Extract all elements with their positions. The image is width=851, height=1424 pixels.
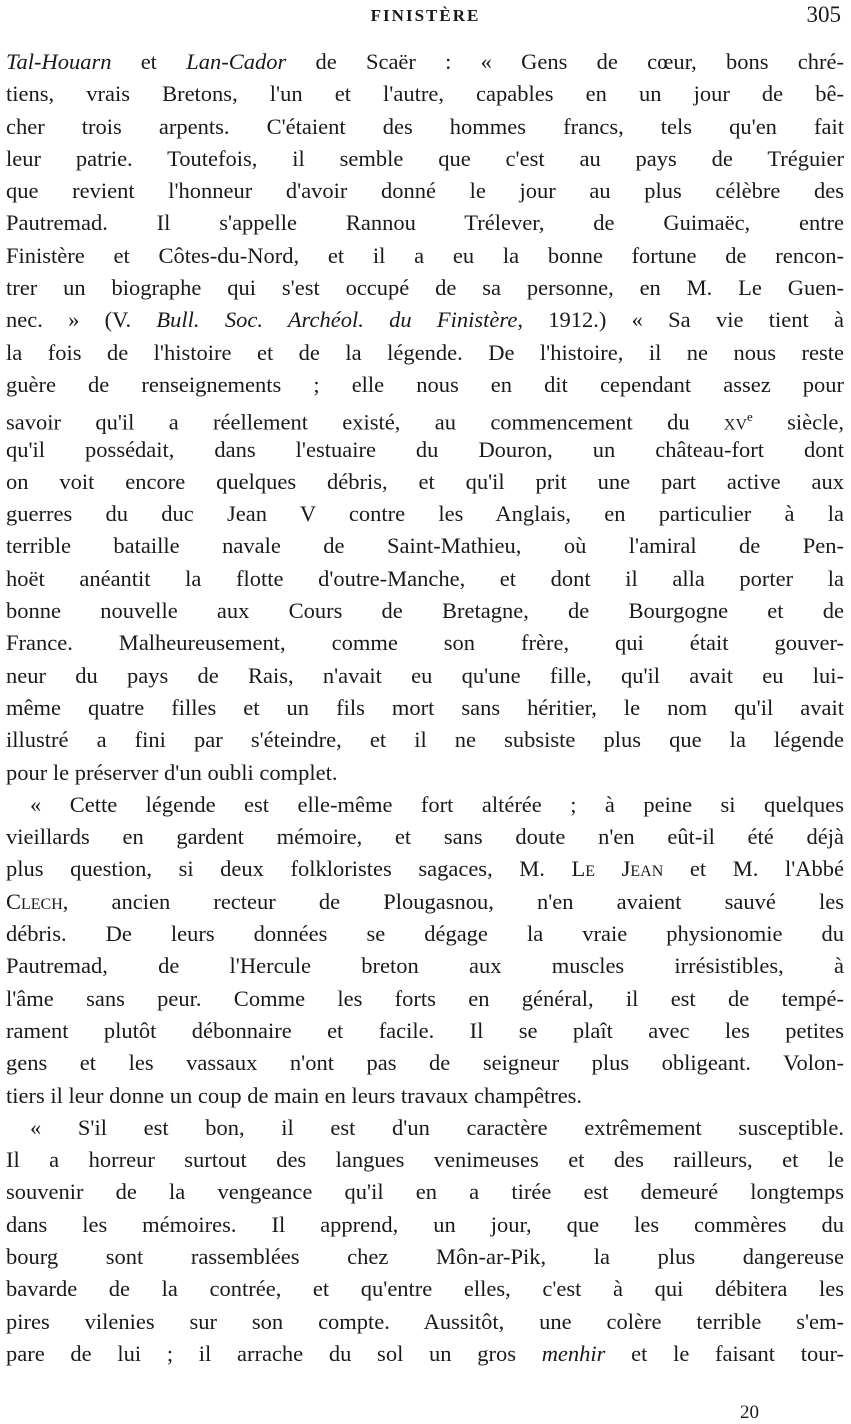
text-line: la fois de l'histoire et de la légende. De l'histoire, il ne nous reste <box>6 339 844 365</box>
text-line: bavarde de la contrée, et qu'entre elles, c'est à qui débitera les <box>6 1276 844 1302</box>
text-line: pare de lui ; il arrache du sol un gros menhir et le faisant tour- <box>6 1340 844 1366</box>
text-line: « Cette légende est elle-même fort altérée ; à peine si quelques <box>30 791 844 817</box>
text-line: l'âme sans peur. Comme les forts en général, il est de tempé- <box>6 985 844 1011</box>
text-line: bourg sont rassemblées chez Môn-ar-Pik, la plus dangereuse <box>6 1243 844 1269</box>
text-line: vieillards en gardent mémoire, et sans doute n'en eût-il été déjà <box>6 824 844 850</box>
text-line: qu'il possédait, dans l'estuaire du Douron, un château-fort dont <box>6 436 844 462</box>
text-line: Il a horreur surtout des langues venimeuses et des railleurs, et le <box>6 1147 844 1173</box>
text-line: nec. » (V. Bull. Soc. Archéol. du Finistère, 1912.) « Sa vie tient à <box>6 307 844 333</box>
text-line: plus question, si deux folkloristes sagaces, M. Le Jean et M. l'Abbé <box>6 856 845 882</box>
text-line: France. Malheureusement, comme son frère, qui était gouver- <box>6 630 844 656</box>
running-head: FINISTÈRE <box>370 6 481 25</box>
text-line: pires vilenies sur son compte. Aussitôt, une colère terrible s'em- <box>6 1308 844 1334</box>
text-line: cher trois arpents. C'étaient des hommes francs, tels qu'en fait <box>6 113 844 139</box>
text-line: Finistère et Côtes-du-Nord, et il a eu la bonne fortune de rencon- <box>6 242 844 268</box>
text-line: savoir qu'il a réellement existé, au commencement du $xv^e$ siècle, <box>6 409 844 435</box>
text-line: débris. De leurs données se dégage la vraie physionomie du <box>6 921 844 947</box>
text-line: leur patrie. Toutefois, il semble que c'est au pays de Tréguier <box>6 145 844 171</box>
text-line: Pautremad, de l'Hercule breton aux muscles irrésistibles, à <box>6 953 844 979</box>
body-text <box>6 46 844 1370</box>
text-line: que revient l'honneur d'avoir donné le jour au plus célèbre des <box>6 178 844 204</box>
text-line: hoët anéantit la flotte d'outre-Manche, et dont il alla porter la <box>6 565 844 591</box>
signature-mark: 20 <box>740 1402 759 1423</box>
text-line: souvenir de la vengeance qu'il en a tirée est demeuré longtemps <box>6 1179 844 1205</box>
text-line: bonne nouvelle aux Cours de Bretagne, de Bourgogne et de <box>6 598 844 624</box>
text-line: dans les mémoires. Il apprend, un jour, que les commères du <box>6 1211 844 1237</box>
text-line: tiers il leur donne un coup de main en leurs travaux champêtres. <box>6 1082 583 1108</box>
text-line: Tal-Houarn et Lan-Cador de Scaër : « Gens de cœur, bons chré- <box>6 49 844 74</box>
page-header <box>0 2 851 32</box>
text-line: Clech, ancien recteur de Plougasnou, n'en avaient sauvé les <box>6 888 844 914</box>
text-line: trer un biographe qui s'est occupé de sa personne, en M. Le Guen- <box>6 275 844 301</box>
text-line: « S'il est bon, il est d'un caractère extrêmement susceptible. <box>30 1114 844 1140</box>
text-line: même quatre filles et un fils mort sans héritier, le nom qu'il avait <box>6 694 844 720</box>
text-line: guerres du duc Jean V contre les Anglais, en particulier à la <box>6 501 844 527</box>
text-line: rament plutôt débonnaire et facile. Il se plaît avec les petites <box>6 1017 844 1043</box>
text-line: guère de renseignements ; elle nous en dit cependant assez pour <box>6 371 844 397</box>
text-line: gens et les vassaux n'ont pas de seigneur plus obligeant. Volon- <box>6 1050 844 1076</box>
text-line: illustré a fini par s'éteindre, et il ne subsiste plus que la légende <box>6 727 844 753</box>
text-line: tiens, vrais Bretons, l'un et l'autre, capables en un jour de bê- <box>6 81 844 107</box>
text-line: terrible bataille navale de Saint-Mathieu, où l'amiral de Pen- <box>6 533 844 559</box>
text-line: neur du pays de Rais, n'avait eu qu'une fille, qu'il avait eu lui- <box>6 662 844 688</box>
text-line: on voit encore quelques débris, et qu'il prit une part active aux <box>6 468 844 494</box>
text-line: pour le préserver d'un oubli complet. <box>6 759 338 785</box>
text-line: Pautremad. Il s'appelle Rannou Trélever, de Guimaëc, entre <box>6 210 844 236</box>
page-number: 305 <box>806 2 841 27</box>
